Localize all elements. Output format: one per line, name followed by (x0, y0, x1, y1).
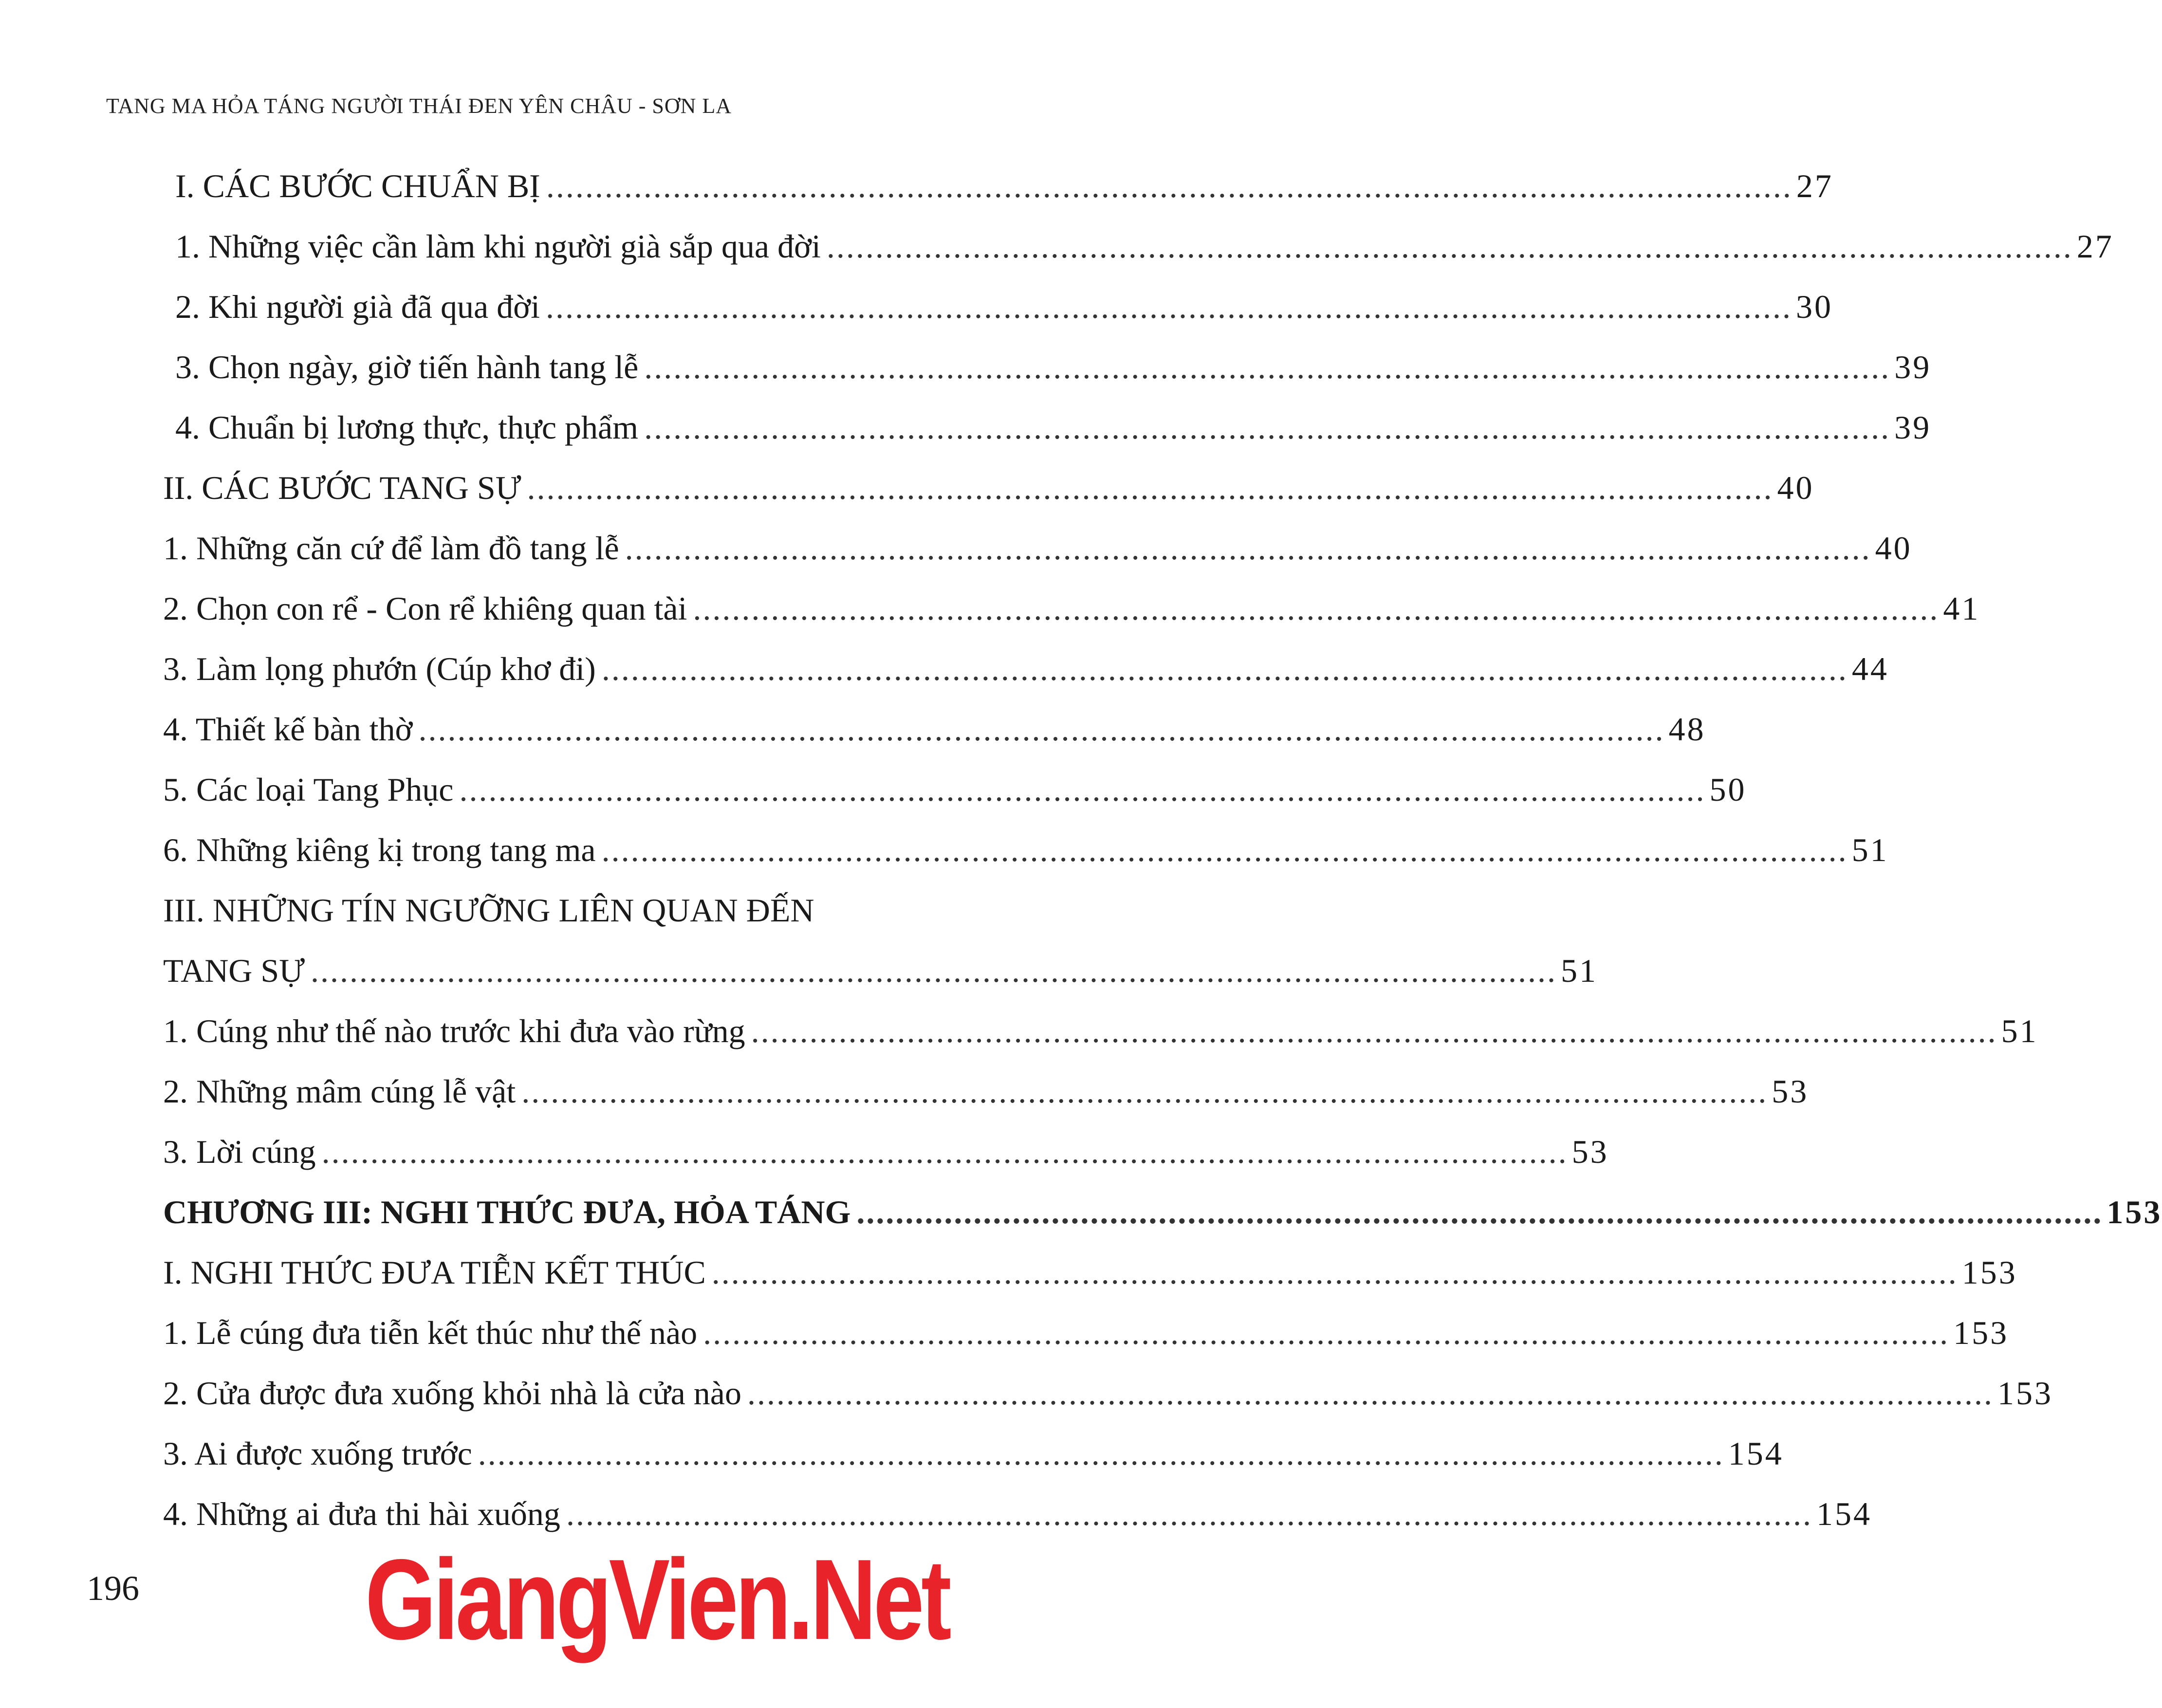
toc-entry (163, 1001, 2038, 1061)
toc-leader-dots: ................................................................................................................................ (826, 227, 2073, 265)
toc-chapter-entry (163, 1182, 2162, 1242)
toc-leader-dots: ................................................................................................................................ (418, 710, 1665, 748)
toc-leader-dots: ................................................................................................................................ (703, 1314, 1950, 1351)
toc-entry (163, 578, 1980, 639)
toc-entry (163, 276, 1833, 337)
toc-entry-title: II. CÁC BƯỚC TANG SỰ (163, 469, 521, 506)
toc-entry-page: 51 (2001, 1012, 2038, 1049)
toc-entry-title: I. CÁC BƯỚC CHUẨN BỊ (175, 167, 540, 204)
toc-leader-dots: ................................................................................................................................ (521, 1072, 1768, 1110)
toc-entry-page: 51 (1851, 831, 1889, 868)
toc-leader-dots: ................................................................................................................................ (321, 1133, 1568, 1170)
toc-entry-title: TANG SỰ (163, 952, 305, 989)
toc-entry (163, 1242, 2017, 1303)
toc-entry-title: 2. Khi người già đã qua đời (175, 288, 540, 325)
toc-entry-title: 1. Lễ cúng đưa tiễn kết thúc như thế nào (163, 1314, 698, 1351)
watermark-logo: GiangVien.Net (365, 1535, 949, 1663)
toc-entry (163, 639, 1889, 699)
toc-entry-title: 4. Chuẩn bị lương thực, thực phẩm (175, 408, 639, 446)
toc-entry-page: 153 (2107, 1193, 2162, 1230)
toc-entry-page: 154 (1728, 1434, 1784, 1472)
toc-entry (163, 820, 1889, 880)
toc-entry-page: 53 (1772, 1072, 1809, 1110)
toc-entry-title: 1. Những căn cứ để làm đồ tang lễ (163, 529, 619, 567)
toc-entry (163, 397, 1932, 458)
toc-entry (163, 216, 2114, 276)
toc-entry-page: 51 (1561, 952, 1598, 989)
toc-entry (163, 940, 1598, 1001)
toc-entry-page: 48 (1668, 710, 1706, 748)
toc-leader-dots: ................................................................................................................................ (311, 952, 1557, 989)
running-header: TANG MA HỎA TÁNG NGƯỜI THÁI ĐEN YÊN CHÂU - SƠN LA (106, 94, 732, 118)
toc-entry-page: 153 (1953, 1314, 2009, 1351)
toc-entry (163, 1363, 2053, 1423)
toc-leader-dots: ................................................................................................................................ (644, 348, 1891, 386)
page-number: 196 (87, 1569, 139, 1608)
toc-entry-page: 39 (1894, 408, 1932, 446)
toc-entry-page: 44 (1851, 650, 1889, 687)
toc-entry-page: 154 (1816, 1495, 1872, 1532)
toc-entry-title: 3. Chọn ngày, giờ tiến hành tang lễ (175, 348, 639, 386)
toc-entry-title: 1. Những việc cần làm khi người già sắp qua đời (175, 227, 821, 265)
toc-leader-dots: ................................................................................................................................ (546, 288, 1792, 325)
toc-entry (163, 337, 1932, 397)
toc-leader-dots: ................................................................................................................................ (601, 650, 1848, 687)
toc-entry-title: 2. Những mâm cúng lễ vật (163, 1072, 516, 1110)
toc-leader-dots: ................................................................................................................................ (693, 589, 1940, 627)
toc-entry-title: CHƯƠNG III: NGHI THỨC ĐƯA, HỎA TÁNG (163, 1193, 851, 1230)
toc-leader-dots: ................................................................................................................................ (527, 469, 1774, 506)
toc-entry (163, 1303, 2009, 1363)
toc-entry-page: 40 (1777, 469, 1814, 506)
toc-entry (163, 759, 1747, 820)
toc-entry-page: 153 (1961, 1253, 2017, 1291)
toc-entry-page: 27 (1796, 167, 1833, 204)
toc-leader-dots: ................................................................................................................................ (747, 1374, 1994, 1412)
toc-entry-title: III. NHỮNG TÍN NGƯỠNG LIÊN QUAN ĐẾN (163, 891, 814, 929)
toc-entry-title: 4. Những ai đưa thi hài xuống (163, 1495, 560, 1532)
toc-entry-page: 27 (2076, 227, 2114, 265)
toc-entry-title: 2. Cửa được đưa xuống khỏi nhà là cửa nào (163, 1374, 741, 1412)
toc-entry-page: 50 (1709, 771, 1747, 808)
toc-leader-dots: ................................................................................................................................ (478, 1434, 1724, 1472)
toc-entry-title: 6. Những kiêng kị trong tang ma (163, 831, 596, 868)
toc-leader-dots: ................................................................................................................................ (459, 771, 1706, 808)
toc-entry-page: 53 (1571, 1133, 1609, 1170)
toc-entry-title: 4. Thiết kế bàn thờ (163, 710, 413, 748)
toc-entry-page: 30 (1796, 288, 1833, 325)
toc-entry-title: 1. Cúng như thế nào trước khi đưa vào rừng (163, 1012, 745, 1049)
toc-leader-dots: ................................................................................................................................ (601, 831, 1848, 868)
toc-entry (163, 458, 1814, 518)
toc-entry-page: 153 (1997, 1374, 2053, 1412)
toc-entry-page: 39 (1894, 348, 1932, 386)
toc-entry-title: 3. Làm lọng phướn (Cúp khơ đi) (163, 650, 596, 687)
toc-leader-dots: ................................................................................................................................ (546, 167, 1792, 204)
toc-leader-dots: ................................................................................................................................ (751, 1012, 1997, 1049)
toc-leader-dots: ................................................................................................................................ (566, 1495, 1812, 1532)
toc-leader-dots: ................................................................................................................................ (856, 1193, 2103, 1230)
toc-entry-title: 3. Ai được xuống trước (163, 1434, 472, 1472)
toc-entry-title: 5. Các loại Tang Phục (163, 771, 454, 808)
toc-leader-dots: ................................................................................................................................ (711, 1253, 1958, 1291)
toc-entry-title: 3. Lời cúng (163, 1133, 316, 1170)
toc-leader-dots: ................................................................................................................................ (644, 408, 1891, 446)
toc-entry (163, 156, 1833, 216)
toc-leader-dots: ................................................................................................................................ (625, 529, 1871, 567)
toc-entry-title: 2. Chọn con rể - Con rể khiêng quan tài (163, 589, 687, 627)
toc-entry-page: 40 (1875, 529, 1912, 567)
toc-entry (163, 1121, 1609, 1182)
toc-entry (163, 880, 986, 940)
toc-entry-page: 41 (1943, 589, 1980, 627)
toc-entry (163, 1061, 1809, 1121)
table-of-contents (163, 156, 2162, 1544)
toc-entry (163, 699, 1706, 759)
toc-entry (163, 1423, 1784, 1484)
toc-entry (163, 518, 1912, 578)
toc-entry-title: I. NGHI THỨC ĐƯA TIỄN KẾT THÚC (163, 1253, 706, 1291)
